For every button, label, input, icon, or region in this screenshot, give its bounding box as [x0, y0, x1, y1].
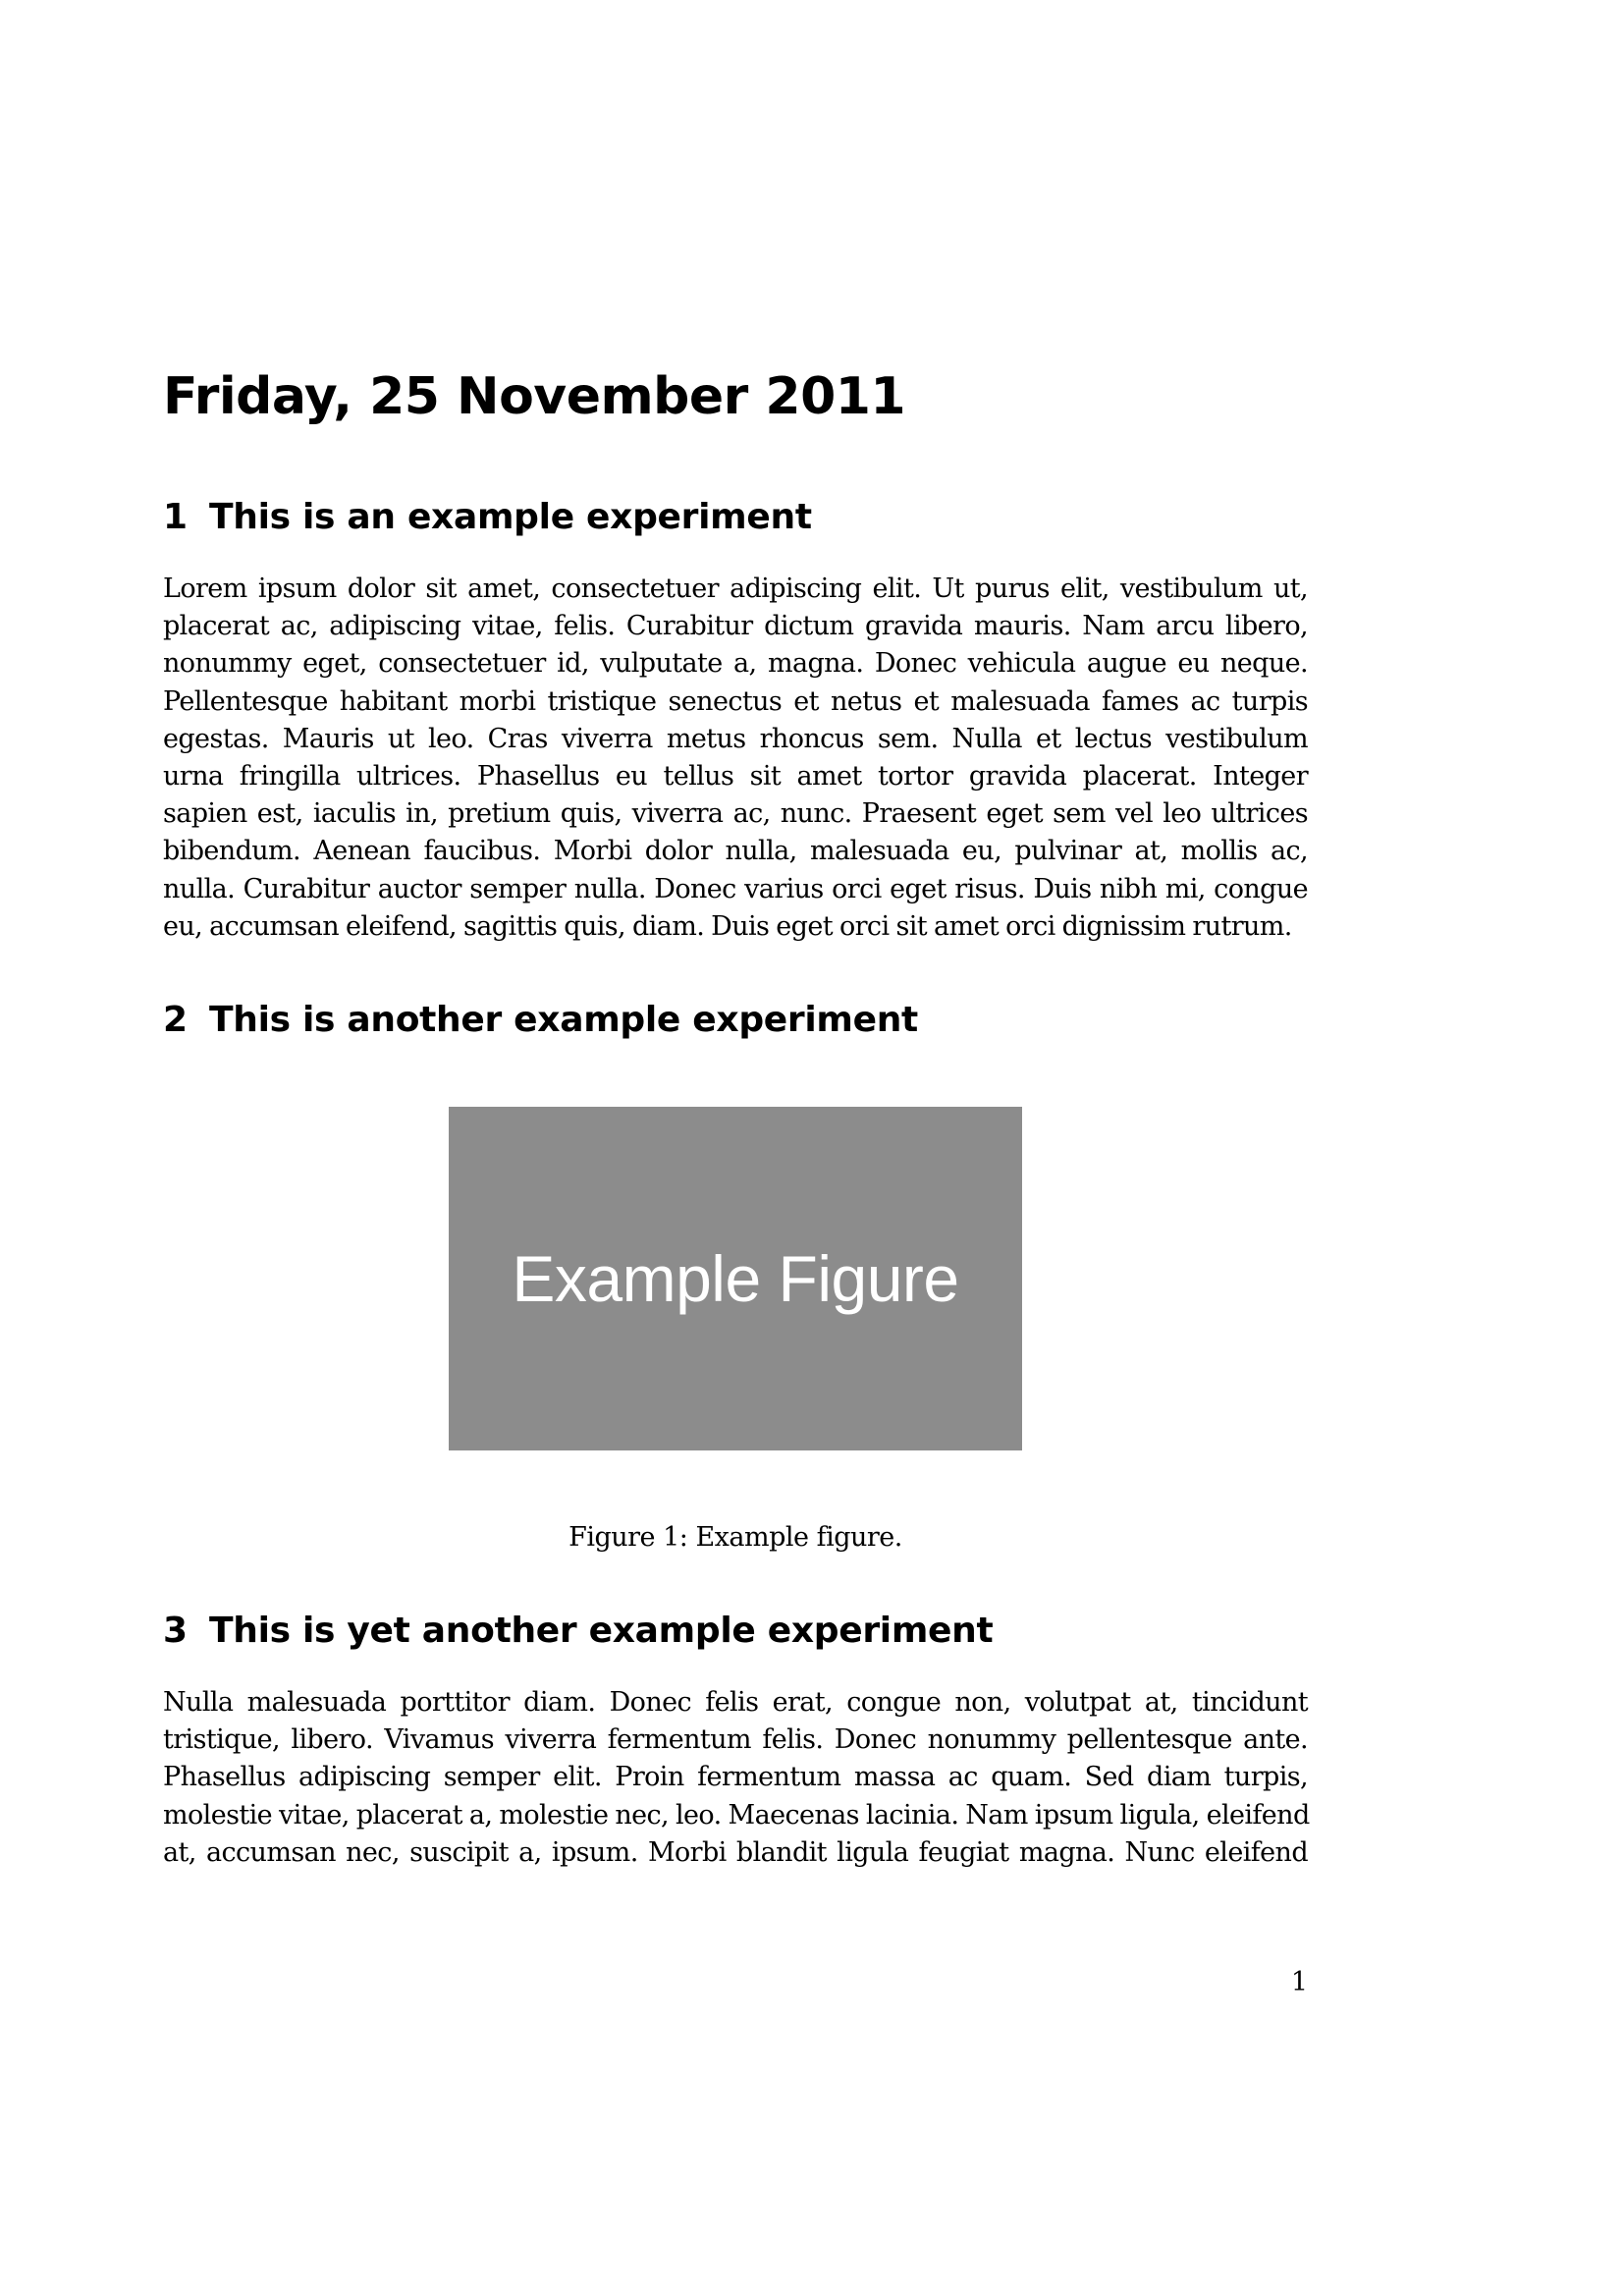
figure-caption: Figure 1: Example figure. — [568, 1522, 902, 1553]
page-title: Friday, 25 November 2011 — [163, 367, 906, 426]
section-heading-1 — [163, 496, 812, 539]
section-3-paragraph — [163, 1684, 1308, 1872]
paragraph-line: placerat ac, adipiscing vitae, felis. Curabitur dictum gravida mauris. Nam arcu libero, — [163, 611, 1308, 642]
paragraph-line: Pellentesque habitant morbi tristique senectus et netus et malesuada fames ac turpis — [163, 685, 1308, 717]
figure-placeholder-text: Example Figure — [512, 1242, 959, 1315]
section-heading-2 — [163, 999, 918, 1042]
section-title: This is another example experiment — [209, 1000, 918, 1040]
section-1-paragraph — [163, 571, 1308, 946]
paragraph-line: sapien est, iaculis in, pretium quis, viverra ac, nunc. Praesent eget sem vel leo ultrices — [163, 798, 1308, 830]
paragraph-line: Phasellus adipiscing semper elit. Proin fermentum massa ac quam. Sed diam turpis, — [163, 1762, 1308, 1793]
paragraph-line: nonummy eget, consectetuer id, vulputate a, magna. Donec vehicula augue eu neque. — [163, 648, 1308, 680]
paragraph-line: at, accumsan nec, suscipit a, ipsum. Morbi blandit ligula feugiat magna. Nunc eleifend — [163, 1836, 1308, 1868]
section-title: This is an example experiment — [209, 497, 812, 537]
page-number: 1 — [1290, 1967, 1308, 1997]
paragraph-line: bibendum. Aenean faucibus. Morbi dolor nulla, malesuada eu, pulvinar at, mollis ac, — [163, 836, 1308, 867]
section-number: 3 — [163, 1611, 188, 1651]
paragraph-line: Nulla malesuada porttitor diam. Donec felis erat, congue non, volutpat at, tincidunt — [163, 1687, 1308, 1718]
paragraph-line: nulla. Curabitur auctor semper nulla. Donec varius orci eget risus. Duis nibh mi, congue — [163, 873, 1308, 904]
paragraph-line: urna fringilla ultrices. Phasellus eu tellus sit amet tortor gravida placerat. Integer — [163, 761, 1308, 793]
paragraph-line: Lorem ipsum dolor sit amet, consectetuer adipiscing elit. Ut purus elit, vestibulum ut, — [163, 574, 1308, 604]
paragraph-line: tristique, libero. Vivamus viverra fermentum felis. Donec nonummy pellentesque ante. — [163, 1724, 1308, 1756]
section-title: This is yet another example experiment — [209, 1611, 994, 1651]
paragraph-line: eu, accumsan eleifend, sagittis quis, diam. Duis eget orci sit amet orci dignissim rutrum. — [163, 910, 1292, 942]
example-figure-image — [449, 1107, 1022, 1450]
paragraph-line: egestas. Mauris ut leo. Cras viverra metus rhoncus sem. Nulla et lectus vestibulum — [163, 723, 1308, 754]
section-number: 2 — [163, 1000, 188, 1040]
paragraph-line: molestie vitae, placerat a, molestie nec, leo. Maecenas lacinia. Nam ipsum ligula, eleifend — [163, 1799, 1310, 1831]
section-number: 1 — [163, 497, 188, 537]
section-heading-3 — [163, 1610, 993, 1653]
